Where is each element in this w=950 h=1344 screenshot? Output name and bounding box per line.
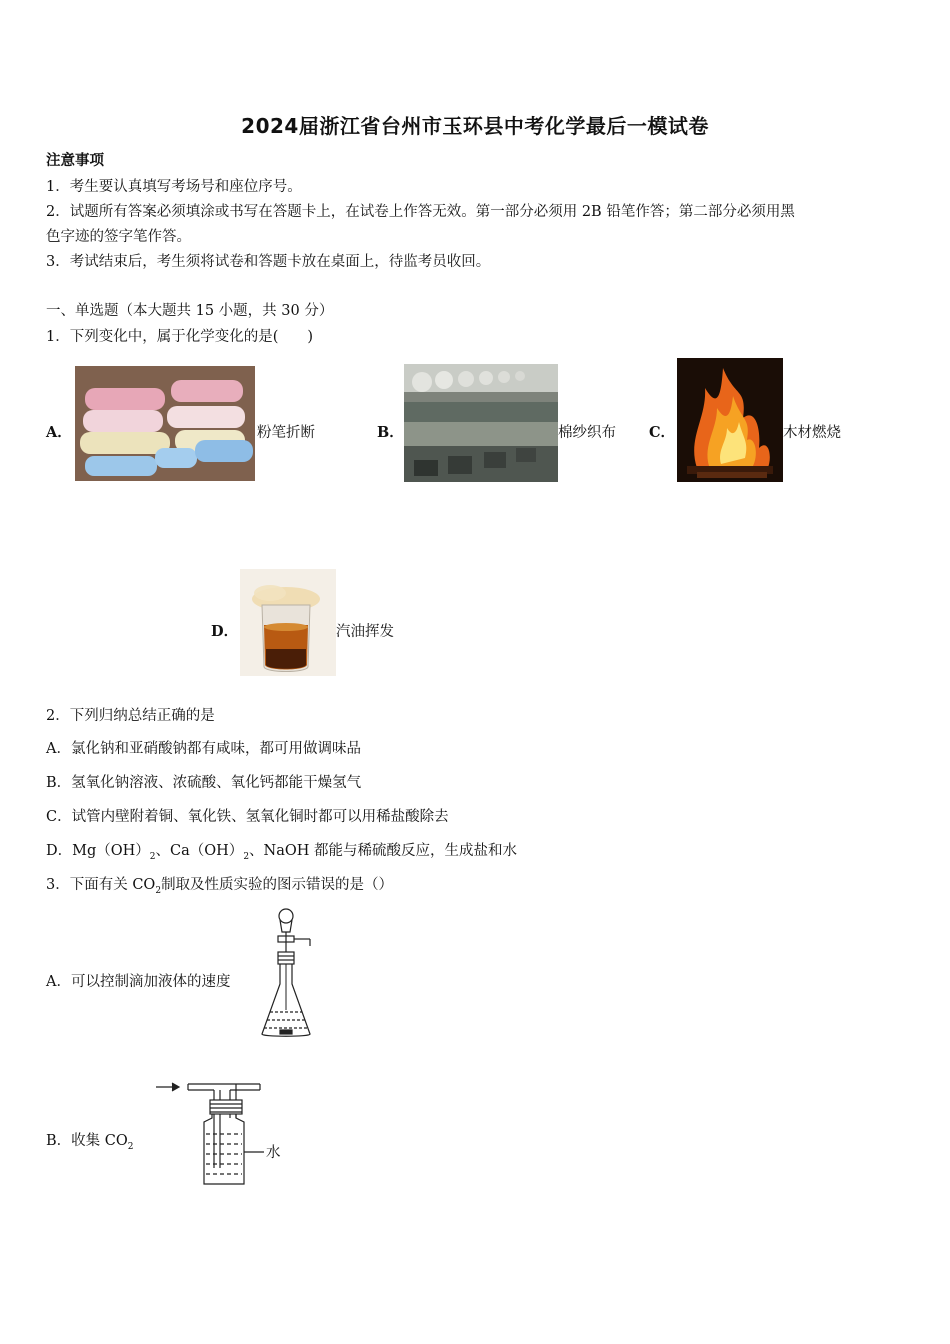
- notice-item-3: 3．考试结束后，考生须将试卷和答题卡放在桌面上，待监考员收回。: [46, 254, 491, 270]
- chalk-image: [75, 366, 255, 481]
- question-1-stem: 1．下列变化中，属于化学变化的是( ): [46, 329, 314, 345]
- question-2-option-c: C．试管内壁附着铜、氧化铁、氢氧化铜时都可以用稀盐酸除去: [46, 809, 449, 825]
- section-heading: 一、单选题（本大题共 15 小题，共 30 分）: [46, 303, 334, 319]
- beaker-image: [240, 569, 336, 676]
- option-c-label: C．: [649, 424, 676, 441]
- notice-item-2-line-1: 2．试题所有答案必须填涂或书写在答题卡上，在试卷上作答无效。第一部分必须用 2B 铅笔作答；第二部分必须用黑: [46, 204, 795, 220]
- question-2-option-a: A．氯化钠和亚硝酸钠都有咸味，都可用做调味品: [46, 741, 361, 757]
- page-title: 2024届浙江省台州市玉环县中考化学最后一模试卷: [241, 114, 709, 138]
- flask-apparatus-diagram: [256, 906, 328, 1042]
- option-b-label: B．: [377, 424, 404, 441]
- fire-image: [677, 358, 783, 482]
- option-d-label: D．: [211, 623, 239, 640]
- option-b-text: 棉纱织布: [558, 425, 616, 441]
- question-2-stem: 2．下列归纳总结正确的是: [46, 708, 215, 724]
- option-a-label: A．: [46, 424, 72, 441]
- textile-machine-image: [404, 364, 558, 482]
- question-2-option-d: D．$Mg(OH)_2$、$Ca(OH)_2$、NaOH 都能与稀硫酸反应，生成盐和水: [46, 843, 518, 862]
- gas-bottle-diagram: [152, 1078, 287, 1190]
- notice-heading: 注意事项: [46, 152, 104, 169]
- question-3-option-a: A．可以控制滴加液体的速度: [46, 974, 231, 990]
- notice-item-1: 1．考生要认真填写考场号和座位序号。: [46, 179, 302, 195]
- option-a-text: 粉笔折断: [257, 425, 315, 441]
- option-d-text: 汽油挥发: [336, 624, 394, 640]
- notice-item-2-line-2: 色字迹的签字笔作答。: [46, 229, 191, 245]
- question-3-stem: 3．下面有关 $CO_2$制取及性质实验的图示错误的是（）: [46, 877, 394, 896]
- water-label: 水: [266, 1145, 281, 1161]
- question-2-option-b: B．氢氧化钠溶液、浓硫酸、氧化钙都能干燥氢气: [46, 775, 362, 791]
- option-c-text: 木材燃烧: [783, 425, 841, 441]
- question-3-option-b: B．收集 $CO_2$: [46, 1133, 134, 1152]
